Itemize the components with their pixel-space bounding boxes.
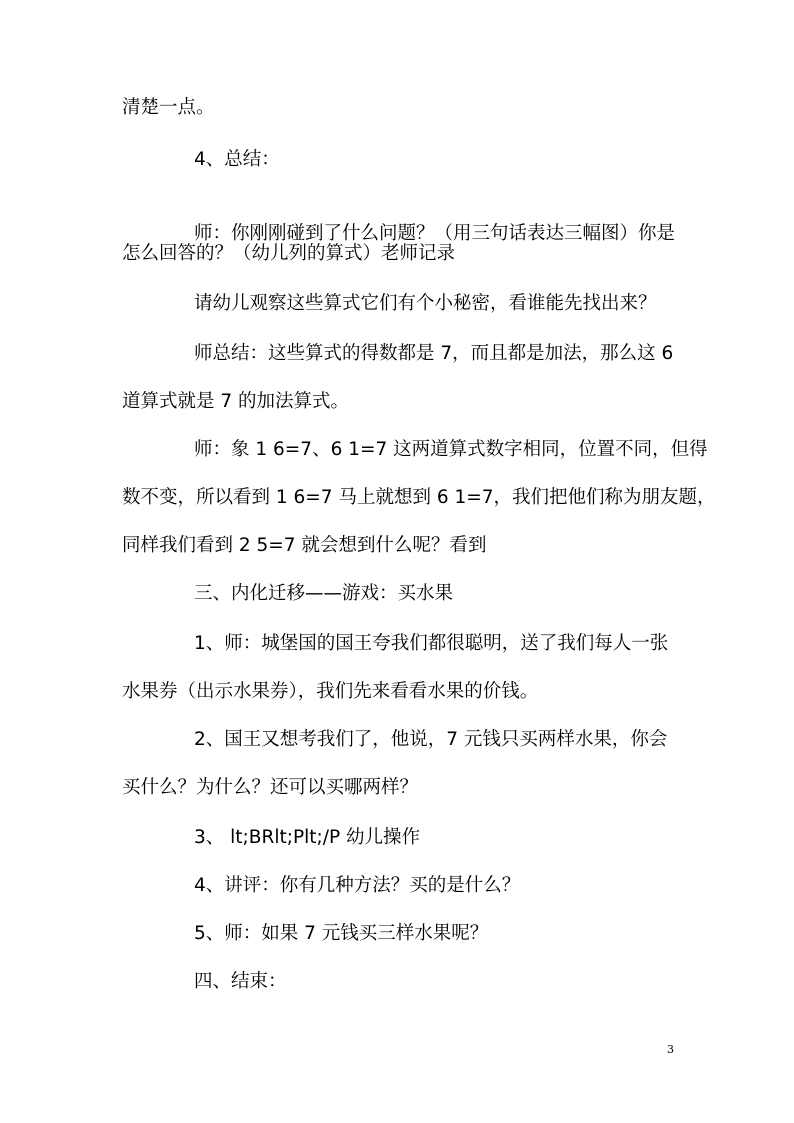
section-heading: 三、内化迁移——游戏：买水果 [194,583,454,604]
text-line: 数不变，所以看到 1 6=7 马上就想到 6 1=7，我们把他们称为朋友题， [122,487,716,508]
text-line: 请幼儿观察这些算式它们有个小秘密，看谁能先找出来？ [194,293,657,314]
text-line: 怎么回答的？（幼儿列的算式）老师记录 [122,243,456,264]
section-heading: 四、结束： [194,971,287,992]
text-line: 道算式就是 7 的加法算式。 [122,391,350,412]
text-line: 1、师：城堡国的国王夸我们都很聪明，送了我们每人一张 [194,633,669,654]
text-line: 师：象 1 6=7、6 1=7 这两道算式数字相同，位置不同，但得 [194,439,708,460]
text-line: 清楚一点。 [122,97,215,118]
text-line: 2、国王又想考我们了，他说，7 元钱只买两样水果，你会 [194,729,668,750]
text-line: 5、师：如果 7 元钱买三样水果呢？ [194,923,489,944]
text-line: 买什么？为什么？还可以买哪两样？ [122,777,419,798]
text-line: 3、 lt;BRlt;Plt;/P 幼儿操作 [194,827,421,848]
text-line: 4、讲评：你有几种方法？买的是什么？ [194,875,521,896]
text-line: 师总结：这些算式的得数都是 7，而且都是加法，那么这 6 [194,343,674,364]
page-number: 3 [667,1043,674,1056]
section-heading: 4、总结： [194,149,280,170]
text-line: 师：你刚刚碰到了什么问题？（用三句话表达三幅图）你是 [194,223,676,244]
text-line: 水果券（出示水果券），我们先来看看水果的价钱。 [122,681,539,702]
text-line: 同样我们看到 2 5=7 就会想到什么呢？看到 [122,535,487,556]
